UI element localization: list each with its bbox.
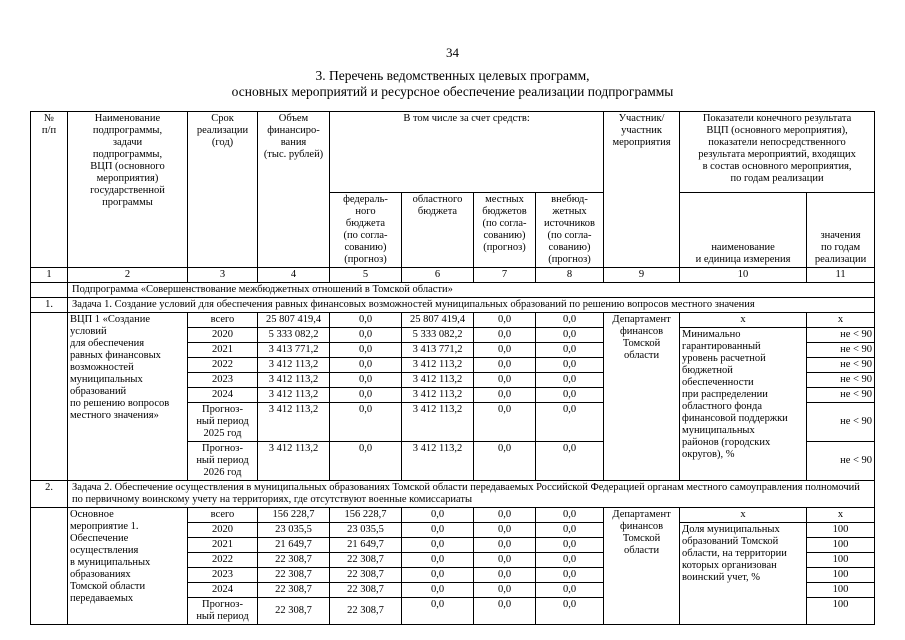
indicator-value: 100 [807, 583, 875, 598]
header-row-1 [31, 112, 875, 193]
indicator-value: 100 [807, 598, 875, 625]
header-indicator-name: наименование и единица измерения [680, 193, 807, 268]
extra-cell: 0,0 [536, 538, 604, 553]
column-number: 7 [474, 268, 536, 283]
document-title [0, 68, 905, 100]
column-number: 4 [258, 268, 330, 283]
task2-num: 2. [31, 481, 68, 508]
local-cell: 0,0 [474, 403, 536, 442]
task1-indicator-header-value: х [807, 313, 875, 328]
header-regional: областного бюджета [402, 193, 474, 268]
term-cell: Прогноз- ный период 2026 год [188, 442, 258, 481]
volume-cell: 22 308,7 [258, 568, 330, 583]
term-cell: 2024 [188, 583, 258, 598]
table-row [31, 313, 875, 328]
term-cell: Прогноз- ный период 2025 год [188, 403, 258, 442]
task1-participant: Департамент финансов Томской области [604, 313, 680, 481]
column-number: 10 [680, 268, 807, 283]
term-cell: всего [188, 508, 258, 523]
local-cell: 0,0 [474, 508, 536, 523]
extra-cell: 0,0 [536, 343, 604, 358]
regional-cell: 0,0 [402, 523, 474, 538]
volume-cell: 3 412 113,2 [258, 388, 330, 403]
local-cell: 0,0 [474, 388, 536, 403]
term-cell: 2023 [188, 373, 258, 388]
regional-cell: 3 412 113,2 [402, 358, 474, 373]
local-cell: 0,0 [474, 442, 536, 481]
federal-cell: 0,0 [330, 442, 402, 481]
federal-cell: 0,0 [330, 403, 402, 442]
task2-indicator-header-value: х [807, 508, 875, 523]
header-volume: Объем финансиро- вания (тыс. рублей) [258, 112, 330, 268]
task2-indicator-header: х [680, 508, 807, 523]
regional-cell: 0,0 [402, 508, 474, 523]
extra-cell: 0,0 [536, 598, 604, 625]
federal-cell: 0,0 [330, 388, 402, 403]
federal-cell: 22 308,7 [330, 598, 402, 625]
indicator-value: не < 90 [807, 358, 875, 373]
federal-cell: 23 035,5 [330, 523, 402, 538]
header-name: Наименование подпрограммы, задачи подпрограммы, ВЦП (основного мероприятия) государственной программы [68, 112, 188, 268]
volume-cell: 21 649,7 [258, 538, 330, 553]
subprogram-title: Подпрограмма «Совершенствование межбюджетных отношений в Томской области» [68, 283, 875, 298]
term-cell: 2021 [188, 343, 258, 358]
term-cell: 2020 [188, 523, 258, 538]
extra-cell: 0,0 [536, 553, 604, 568]
federal-cell: 0,0 [330, 328, 402, 343]
indicator-value: 100 [807, 538, 875, 553]
indicator-value: 100 [807, 568, 875, 583]
indicator-value: не < 90 [807, 343, 875, 358]
header-indicator-values: значения по годам реализации [807, 193, 875, 268]
column-number: 6 [402, 268, 474, 283]
header-federal: федераль- ного бюджета (по согла- сованию) (прогноз) [330, 193, 402, 268]
volume-cell: 22 308,7 [258, 583, 330, 598]
term-cell: 2023 [188, 568, 258, 583]
task2-participant: Департамент финансов Томской области [604, 508, 680, 625]
federal-cell: 22 308,7 [330, 553, 402, 568]
local-cell: 0,0 [474, 523, 536, 538]
volume-cell: 25 807 419,4 [258, 313, 330, 328]
federal-cell: 156 228,7 [330, 508, 402, 523]
programs-table [30, 111, 875, 625]
term-cell: 2022 [188, 553, 258, 568]
federal-cell: 22 308,7 [330, 583, 402, 598]
term-cell: 2021 [188, 538, 258, 553]
task2-text: Задача 2. Обеспечение осуществления в муниципальных образованиях Томской области передаваемых Российской Федерацией органам местного самоуправления полномочий по первичному воинскому учету на территориях, где отсутствуют военные комиссариаты [68, 481, 875, 508]
indicator-value: не < 90 [807, 442, 875, 481]
local-cell: 0,0 [474, 598, 536, 625]
header-local: местных бюджетов (по согла- сованию) (прогноз) [474, 193, 536, 268]
regional-cell: 3 412 113,2 [402, 388, 474, 403]
volume-cell: 3 412 113,2 [258, 373, 330, 388]
regional-cell: 0,0 [402, 598, 474, 625]
local-cell: 0,0 [474, 568, 536, 583]
volume-cell: 3 412 113,2 [258, 403, 330, 442]
header-indicators-group: Показатели конечного результата ВЦП (основного мероприятия), показатели непосредственного результата мероприятий, входящих в состав основного мероприятия, по годам реализации [680, 112, 875, 193]
column-number: 11 [807, 268, 875, 283]
volume-cell: 22 308,7 [258, 598, 330, 625]
header-extra: внебюд- жетных источников (по согла- сованию) (прогноз) [536, 193, 604, 268]
regional-cell: 3 412 113,2 [402, 442, 474, 481]
extra-cell: 0,0 [536, 403, 604, 442]
regional-cell: 0,0 [402, 538, 474, 553]
indicator-value: не < 90 [807, 373, 875, 388]
volume-cell: 22 308,7 [258, 553, 330, 568]
task1-num: 1. [31, 298, 68, 313]
federal-cell: 0,0 [330, 313, 402, 328]
extra-cell: 0,0 [536, 388, 604, 403]
regional-cell: 25 807 419,4 [402, 313, 474, 328]
title-line-2: основных мероприятий и ресурсное обеспечение реализации подпрограммы [231, 84, 674, 99]
extra-cell: 0,0 [536, 583, 604, 598]
federal-cell: 21 649,7 [330, 538, 402, 553]
column-number: 3 [188, 268, 258, 283]
term-cell: 2024 [188, 388, 258, 403]
regional-cell: 3 412 113,2 [402, 403, 474, 442]
local-cell: 0,0 [474, 343, 536, 358]
header-num: № п/п [31, 112, 68, 268]
column-number: 1 [31, 268, 68, 283]
task1-program-name: ВЦП 1 «Создание условий для обеспечения равных финансовых возможностей муниципальных образований по решению вопросов местного значения» [68, 313, 188, 481]
title-line-1: 3. Перечень ведомственных целевых программ, [315, 68, 590, 83]
header-sources-group: В том числе за счет средств: [330, 112, 604, 193]
local-cell: 0,0 [474, 313, 536, 328]
page-number: 34 [446, 45, 459, 60]
column-number: 9 [604, 268, 680, 283]
table-row [31, 508, 875, 523]
local-cell: 0,0 [474, 358, 536, 373]
volume-cell: 5 333 082,2 [258, 328, 330, 343]
indicator-value: не < 90 [807, 403, 875, 442]
extra-cell: 0,0 [536, 568, 604, 583]
task1-indicator-header: х [680, 313, 807, 328]
regional-cell: 0,0 [402, 583, 474, 598]
indicator-value: 100 [807, 553, 875, 568]
header-participant: Участник/ участник мероприятия [604, 112, 680, 268]
subprogram-row [31, 283, 875, 298]
federal-cell: 0,0 [330, 358, 402, 373]
task1-row [31, 298, 875, 313]
local-cell: 0,0 [474, 583, 536, 598]
regional-cell: 0,0 [402, 568, 474, 583]
local-cell: 0,0 [474, 553, 536, 568]
regional-cell: 3 413 771,2 [402, 343, 474, 358]
column-number: 2 [68, 268, 188, 283]
federal-cell: 22 308,7 [330, 568, 402, 583]
volume-cell: 23 035,5 [258, 523, 330, 538]
volume-cell: 156 228,7 [258, 508, 330, 523]
task1-text: Задача 1. Создание условий для обеспечения равных финансовых возможностей муниципальных образований по решению вопросов местного значения [68, 298, 875, 313]
column-numbers-row [31, 268, 875, 283]
header-term: Срок реализации (год) [188, 112, 258, 268]
term-cell: Прогноз- ный период [188, 598, 258, 625]
task2-program-name: Основное мероприятие 1. Обеспечение осуществления в муниципальных образованиях Томской области передаваемых [68, 508, 188, 625]
local-cell: 0,0 [474, 373, 536, 388]
term-cell: 2022 [188, 358, 258, 373]
local-cell: 0,0 [474, 328, 536, 343]
column-number: 5 [330, 268, 402, 283]
extra-cell: 0,0 [536, 508, 604, 523]
column-number: 8 [536, 268, 604, 283]
extra-cell: 0,0 [536, 523, 604, 538]
volume-cell: 3 412 113,2 [258, 442, 330, 481]
task2-indicator: Доля муниципальных образований Томской области, на территории которых организован воинский учет, % [680, 523, 807, 625]
regional-cell: 0,0 [402, 553, 474, 568]
extra-cell: 0,0 [536, 358, 604, 373]
extra-cell: 0,0 [536, 373, 604, 388]
volume-cell: 3 413 771,2 [258, 343, 330, 358]
term-cell: 2020 [188, 328, 258, 343]
term-cell: всего [188, 313, 258, 328]
federal-cell: 0,0 [330, 373, 402, 388]
local-cell: 0,0 [474, 538, 536, 553]
federal-cell: 0,0 [330, 343, 402, 358]
extra-cell: 0,0 [536, 313, 604, 328]
extra-cell: 0,0 [536, 328, 604, 343]
regional-cell: 3 412 113,2 [402, 373, 474, 388]
regional-cell: 5 333 082,2 [402, 328, 474, 343]
task1-indicator: Минимально гарантированный уровень расчетной бюджетной обеспеченности при распределении областного фонда финансовой поддержки муниципальных районов (городских округов), % [680, 328, 807, 481]
indicator-value: 100 [807, 523, 875, 538]
extra-cell: 0,0 [536, 442, 604, 481]
volume-cell: 3 412 113,2 [258, 358, 330, 373]
task2-row [31, 481, 875, 508]
indicator-value: не < 90 [807, 388, 875, 403]
indicator-value: не < 90 [807, 328, 875, 343]
